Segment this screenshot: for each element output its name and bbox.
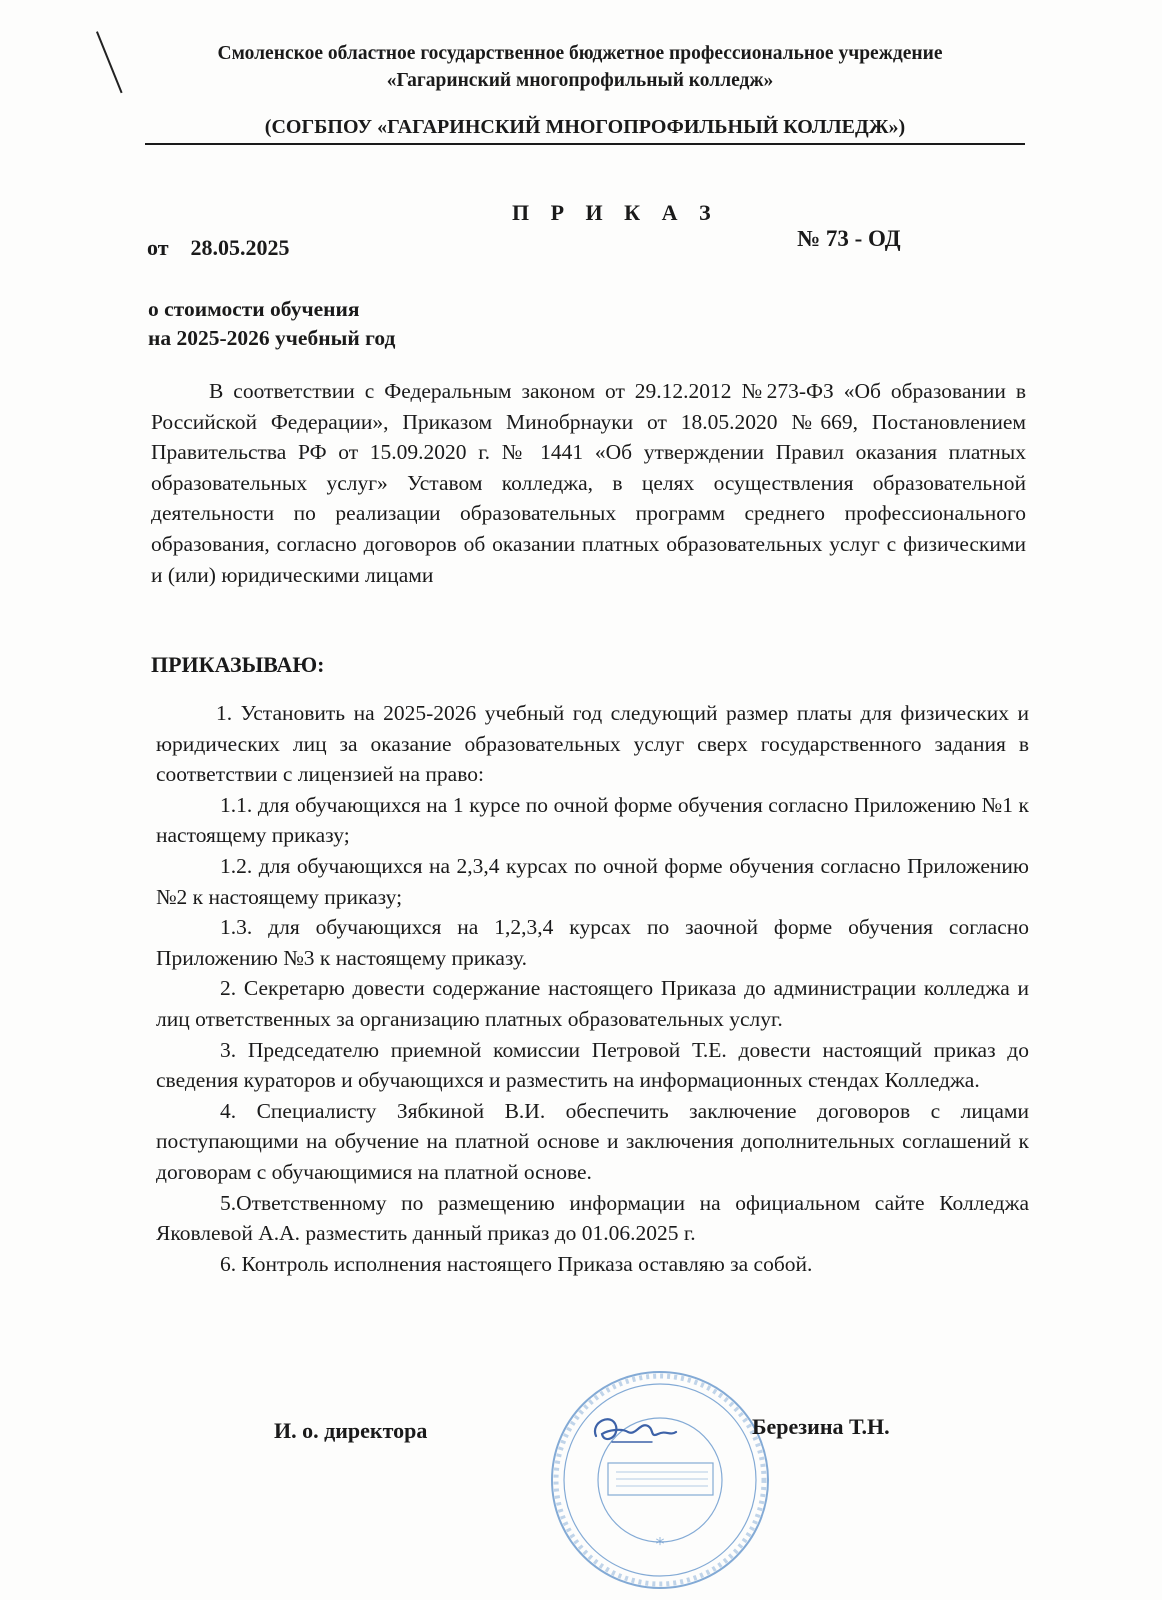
order-directive-heading: ПРИКАЗЫВАЮ: (151, 652, 325, 677)
order-item-1-2: 1.2. для обучающихся на 2,3,4 курсах по очной форме обучения согласно Приложению №2 к настоящему приказу; (156, 853, 1029, 909)
order-item-4: 4. Специалисту Зябкиной В.И. обеспечить заключение договоров с лицами поступающими на обучение на платной основе и заключения дополнительных соглашений к договорам с обучающимися на платной основе. (156, 1098, 1029, 1184)
organization-header (140, 40, 1020, 94)
org-abbreviation: (СОГБПОУ «ГАГАРИНСКИЙ МНОГОПРОФИЛЬНЫЙ КОЛЛЕДЖ») (264, 116, 906, 138)
order-number: № 73 - ОД (797, 226, 901, 251)
order-item-6: 6. Контроль исполнения настоящего Приказа оставляю за собой. (220, 1251, 813, 1276)
signatory-name: Березина Т.Н. (752, 1414, 890, 1439)
order-items-list (156, 698, 1029, 1279)
preamble-paragraph: В соответствии с Федеральным законом от 29.12.2012 №273-ФЗ «Об образовании в Российской Федерации», Приказом Минобрнауки от 18.05.2020 №669, Постановлением Правительства РФ от 15.09.2020 г. № 1441 «Об утверждении Правил оказания платных образовательных услуг» Уставом колледжа, в целях осуществления образовательной деятельности по реализации образовательных программ среднего профессионального образования, согласно договоров об оказании платных образовательных услуг с физическими и (или) юридическими лицами (151, 379, 1026, 587)
org-name-line2: «Гагаринский многопрофильный колледж» (386, 70, 774, 91)
document-title: П Р И К А З (512, 200, 719, 225)
order-item-5: 5.Ответственному по размещению информации на официальном сайте Колледжа Яковлевой А.А. разместить данный приказ до 01.06.2025 г. (156, 1190, 1029, 1246)
order-item-1: 1. Установить на 2025-2026 учебный год следующий размер платы для физических и юридических лиц за оказание образовательных услуг сверх государственного задания в соответствии с лицензией на право: (156, 701, 1029, 787)
order-item-2: 2. Секретарю довести содержание настоящего Приказа до администрации колледжа и лиц ответственных за организацию платных образовательных услуг. (156, 976, 1029, 1031)
date-value: 28.05.2025 (190, 235, 290, 260)
svg-text:*: * (655, 1534, 665, 1555)
order-date (147, 235, 290, 261)
order-subject (148, 295, 395, 353)
order-item-1-1: 1.1. для обучающихся на 1 курсе по очной форме обучения согласно Приложению №1 к настоящему приказу; (156, 792, 1029, 848)
org-name-line1: Смоленское областное государственное бюджетное профессиональное учреждение (217, 43, 943, 64)
header-divider (145, 143, 1025, 145)
date-label: от (147, 235, 169, 260)
order-item-3: 3. Председателю приемной комиссии Петровой Т.Е. довести настоящий приказ до сведения кураторов и обучающихся и разместить на информационных стендах Колледжа. (156, 1037, 1029, 1093)
subject-line1: о стоимости обучения (148, 297, 360, 321)
signatory-role: И. о. директора (274, 1418, 428, 1443)
order-item-1-3: 1.3. для обучающихся на 1,2,3,4 курсах по заочной форме обучения согласно Приложению №3 к настоящему приказу. (156, 915, 1029, 970)
subject-line2: на 2025-2026 учебный год (148, 326, 396, 350)
scan-artifact-line (96, 31, 123, 93)
director-signature (582, 1400, 682, 1460)
